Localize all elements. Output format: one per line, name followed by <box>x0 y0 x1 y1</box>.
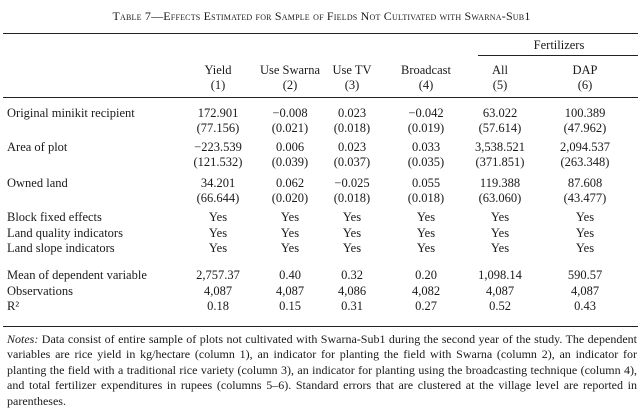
stat-cell: 2,757.37 <box>196 268 240 282</box>
coefficient-cell: 87.608 <box>567 176 603 190</box>
header-rule <box>3 97 638 98</box>
indicator-cell: Yes <box>575 241 595 255</box>
stat-cell: 4,082 <box>411 284 441 298</box>
coefficient-cell: 0.023 <box>337 106 367 120</box>
stat-cell: 0.32 <box>341 268 363 282</box>
coefficient-cell: 0.055 <box>411 176 441 190</box>
indicator-cell: Yes <box>342 226 362 240</box>
standard-error-cell: (77.156) <box>196 121 240 135</box>
standard-error-cell: (47.962) <box>563 121 607 135</box>
notes-text: Data consist of entire sample of plots not cultivated with Swarna-Sub1 during the second year of the study. The dependent variables are rice yield in kg/hectare (column 1), an indicator for planting the field with Swarna (column 2), an indicator for planting the field with a traditional rice variety (column 3), an indicator for planting using the broadcasting technique (column 4), and total fertilizer expenditures in rupees (columns 5–6). Standard errors that are clustered at the village level are reported in parentheses. <box>7 332 637 408</box>
indicator-row-label: Block fixed effects <box>7 210 102 224</box>
indicator-cell: Yes <box>342 241 362 255</box>
stat-cell: 4,086 <box>337 284 367 298</box>
indicator-cell: Yes <box>490 241 510 255</box>
table-title: Table 7—Effects Estimated for Sample of Fields Not Cultivated with Swarna-Sub1 <box>112 9 531 23</box>
indicator-row-label: Land slope indicators <box>7 241 115 255</box>
indicator-cell: Yes <box>208 210 228 224</box>
column-header-number: (1) <box>210 78 226 92</box>
indicator-row-label: Land quality indicators <box>7 226 123 240</box>
stat-cell: 4,087 <box>275 284 305 298</box>
standard-error-cell: (0.021) <box>271 121 309 135</box>
stat-row-label: R² <box>7 299 20 313</box>
coefficient-cell: −0.008 <box>272 106 308 120</box>
standard-error-cell: (57.614) <box>478 121 522 135</box>
standard-error-cell: (63.060) <box>478 191 522 205</box>
stat-cell: 0.31 <box>341 299 363 313</box>
top-rule <box>3 33 638 34</box>
stat-cell: 0.43 <box>574 299 596 313</box>
stat-cell: 0.15 <box>279 299 301 313</box>
stat-cell: 0.20 <box>415 268 437 282</box>
bottom-rule <box>3 326 638 327</box>
indicator-cell: Yes <box>208 241 228 255</box>
standard-error-cell: (0.019) <box>407 121 445 135</box>
indicator-cell: Yes <box>416 241 436 255</box>
indicator-cell: Yes <box>280 241 300 255</box>
indicator-cell: Yes <box>490 210 510 224</box>
coefficient-cell: 0.006 <box>275 140 305 154</box>
standard-error-cell: (0.039) <box>271 155 309 169</box>
coefficient-cell: −223.539 <box>194 140 242 154</box>
column-header-number: (2) <box>282 78 298 92</box>
column-header-label: Broadcast <box>401 63 451 77</box>
stat-cell: 4,087 <box>203 284 233 298</box>
stat-cell: 4,087 <box>485 284 515 298</box>
column-header-label: Use TV <box>332 63 372 77</box>
standard-error-cell: (263.348) <box>560 155 610 169</box>
standard-error-cell: (121.532) <box>193 155 243 169</box>
fertilizers-spanner-rule <box>478 55 638 56</box>
indicator-cell: Yes <box>575 210 595 224</box>
coefficient-cell: 0.023 <box>337 140 367 154</box>
standard-error-cell: (0.018) <box>407 191 445 205</box>
indicator-cell: Yes <box>416 226 436 240</box>
coefficient-cell: 63.022 <box>482 106 518 120</box>
coefficient-cell: −0.025 <box>334 176 370 190</box>
stat-cell: 0.18 <box>207 299 229 313</box>
coefficient-cell: −0.042 <box>408 106 444 120</box>
coefficient-cell: 2,094.537 <box>560 140 610 154</box>
row-label: Original minikit recipient <box>7 106 135 120</box>
indicator-cell: Yes <box>280 210 300 224</box>
standard-error-cell: (43.477) <box>563 191 607 205</box>
coefficient-cell: 119.388 <box>479 176 521 190</box>
row-label: Owned land <box>7 176 68 190</box>
indicator-cell: Yes <box>280 226 300 240</box>
stat-cell: 590.57 <box>567 268 603 282</box>
row-label: Area of plot <box>7 140 68 154</box>
stat-cell: 0.40 <box>279 268 301 282</box>
coefficient-cell: 100.389 <box>564 106 606 120</box>
coefficient-cell: 3,538.521 <box>475 140 525 154</box>
standard-error-cell: (371.851) <box>475 155 525 169</box>
indicator-cell: Yes <box>490 226 510 240</box>
stat-cell: 4,087 <box>570 284 600 298</box>
fertilizers-spanner: Fertilizers <box>533 38 585 52</box>
coefficient-cell: 34.201 <box>200 176 236 190</box>
stat-row-label: Mean of dependent variable <box>7 268 147 282</box>
coefficient-cell: 0.062 <box>275 176 305 190</box>
notes-label: Notes: <box>7 332 39 346</box>
column-header-number: (3) <box>344 78 360 92</box>
coefficient-cell: 0.033 <box>411 140 441 154</box>
stat-cell: 1,098.14 <box>478 268 522 282</box>
standard-error-cell: (0.037) <box>333 155 371 169</box>
standard-error-cell: (0.020) <box>271 191 309 205</box>
indicator-cell: Yes <box>342 210 362 224</box>
standard-error-cell: (0.018) <box>333 191 371 205</box>
column-header-label: Yield <box>204 63 232 77</box>
indicator-cell: Yes <box>208 226 228 240</box>
column-header-number: (4) <box>418 78 434 92</box>
column-header-number: (5) <box>492 78 508 92</box>
standard-error-cell: (0.018) <box>333 121 371 135</box>
stat-cell: 0.52 <box>489 299 511 313</box>
indicator-cell: Yes <box>575 226 595 240</box>
indicator-cell: Yes <box>416 210 436 224</box>
column-header-label: DAP <box>572 63 598 77</box>
coefficient-cell: 172.901 <box>197 106 239 120</box>
table-notes <box>7 332 637 409</box>
standard-error-cell: (0.035) <box>407 155 445 169</box>
standard-error-cell: (66.644) <box>196 191 240 205</box>
column-header-number: (6) <box>577 78 593 92</box>
column-header-label: All <box>492 63 508 77</box>
column-header-label: Use Swarna <box>259 63 321 77</box>
stat-row-label: Observations <box>7 284 73 298</box>
stat-cell: 0.27 <box>415 299 437 313</box>
